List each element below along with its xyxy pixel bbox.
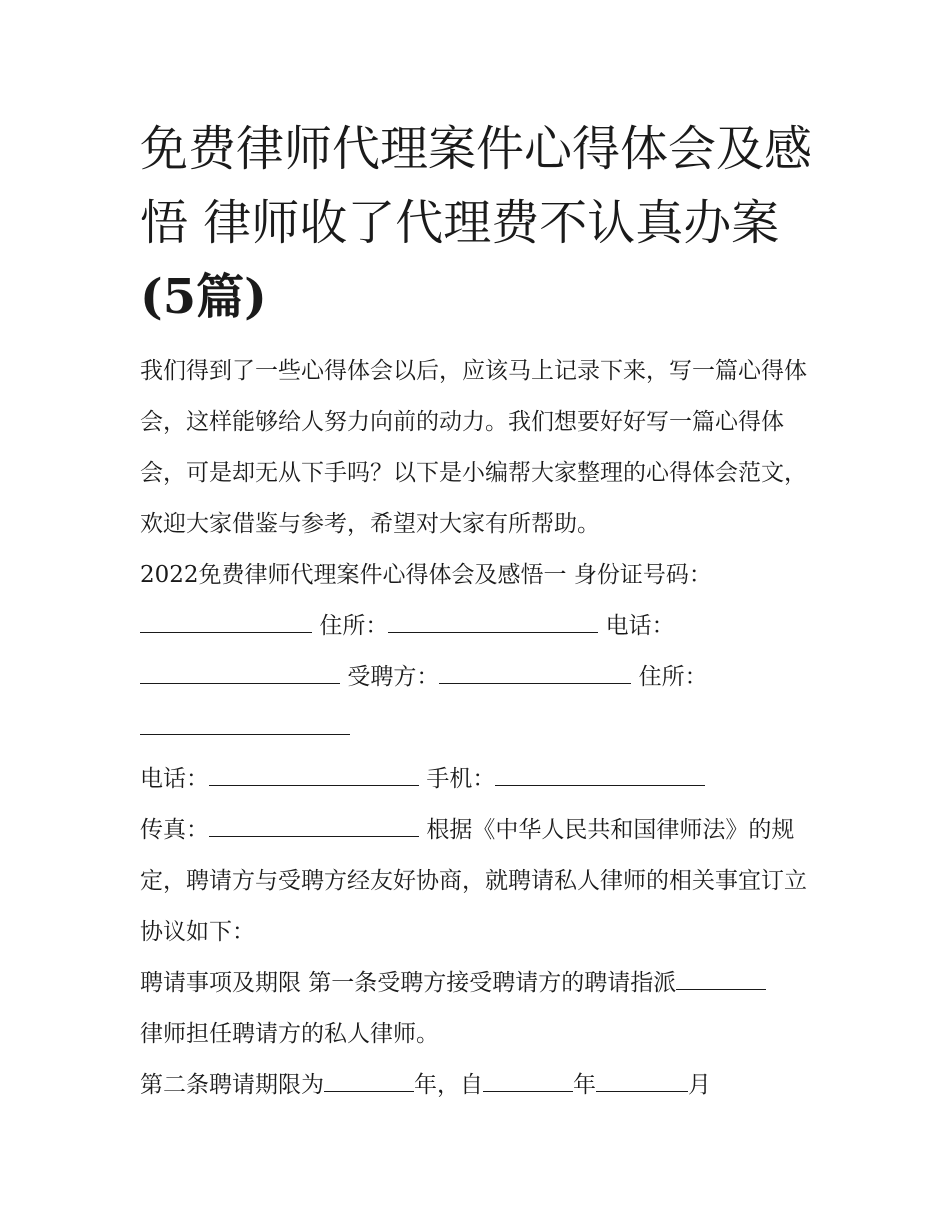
section-heading: 2022免费律师代理案件心得体会及感悟一 身份证号码： [140,562,712,588]
article2-a: 第二条聘请期限为 [140,1072,324,1098]
article2-d: 月 [688,1072,711,1098]
residence-blank [388,612,598,633]
document-body [140,346,812,1111]
article2-from-year-blank [483,1071,573,1092]
article1-paragraph [140,958,812,1060]
law-clause: 根据《中华人民共和国律师法》的规定，聘请方与受聘方经友好协商，就聘请私人律师的相关事宜订立协议如下： [140,817,807,945]
hired-party-blank [439,663,631,684]
phone-blank [140,663,340,684]
contact-paragraph [140,754,812,805]
article2-years-blank [324,1071,414,1092]
title-main: 免费律师代理案件心得体会及感悟 律师收了代理费不认真办案 [140,121,813,251]
phone2-label: 电话： [140,766,209,792]
fax-label: 传真： [140,817,209,843]
article2-c: 年 [573,1072,596,1098]
article1-tail: 律师担任聘请方的私人律师。 [140,1021,439,1047]
residence2-blank [140,714,350,735]
section-paragraph [140,550,812,754]
mobile-blank [495,765,705,786]
fax-paragraph [140,805,812,958]
residence-label: 住所： [319,613,389,639]
phone-label: 电话： [605,613,675,639]
article2-b: 年，自 [414,1072,483,1098]
document-page [140,112,812,1111]
fax-blank [209,816,419,837]
intro-paragraph: 我们得到了一些心得体会以后，应该马上记录下来，写一篇心得体会，这样能够给人努力向前的动力。我们想要好好写一篇心得体会，可是却无从下手吗？以下是小编帮大家整理的心得体会范文，欢迎大家借鉴与参考，希望对大家有所帮助。 [140,358,807,537]
mobile-label: 手机： [426,766,496,792]
residence2-label: 住所： [638,664,708,690]
article2-paragraph [140,1060,812,1111]
article2-month-blank [596,1071,688,1092]
phone2-blank [209,765,419,786]
title-suffix: (5篇) [140,269,267,325]
id-number-blank [140,612,312,633]
article1-blank [676,969,766,990]
document-title [140,112,812,334]
article1-head: 聘请事项及期限 第一条受聘方接受聘请方的聘请指派 [140,970,677,996]
hired-party-label: 受聘方： [347,664,440,690]
